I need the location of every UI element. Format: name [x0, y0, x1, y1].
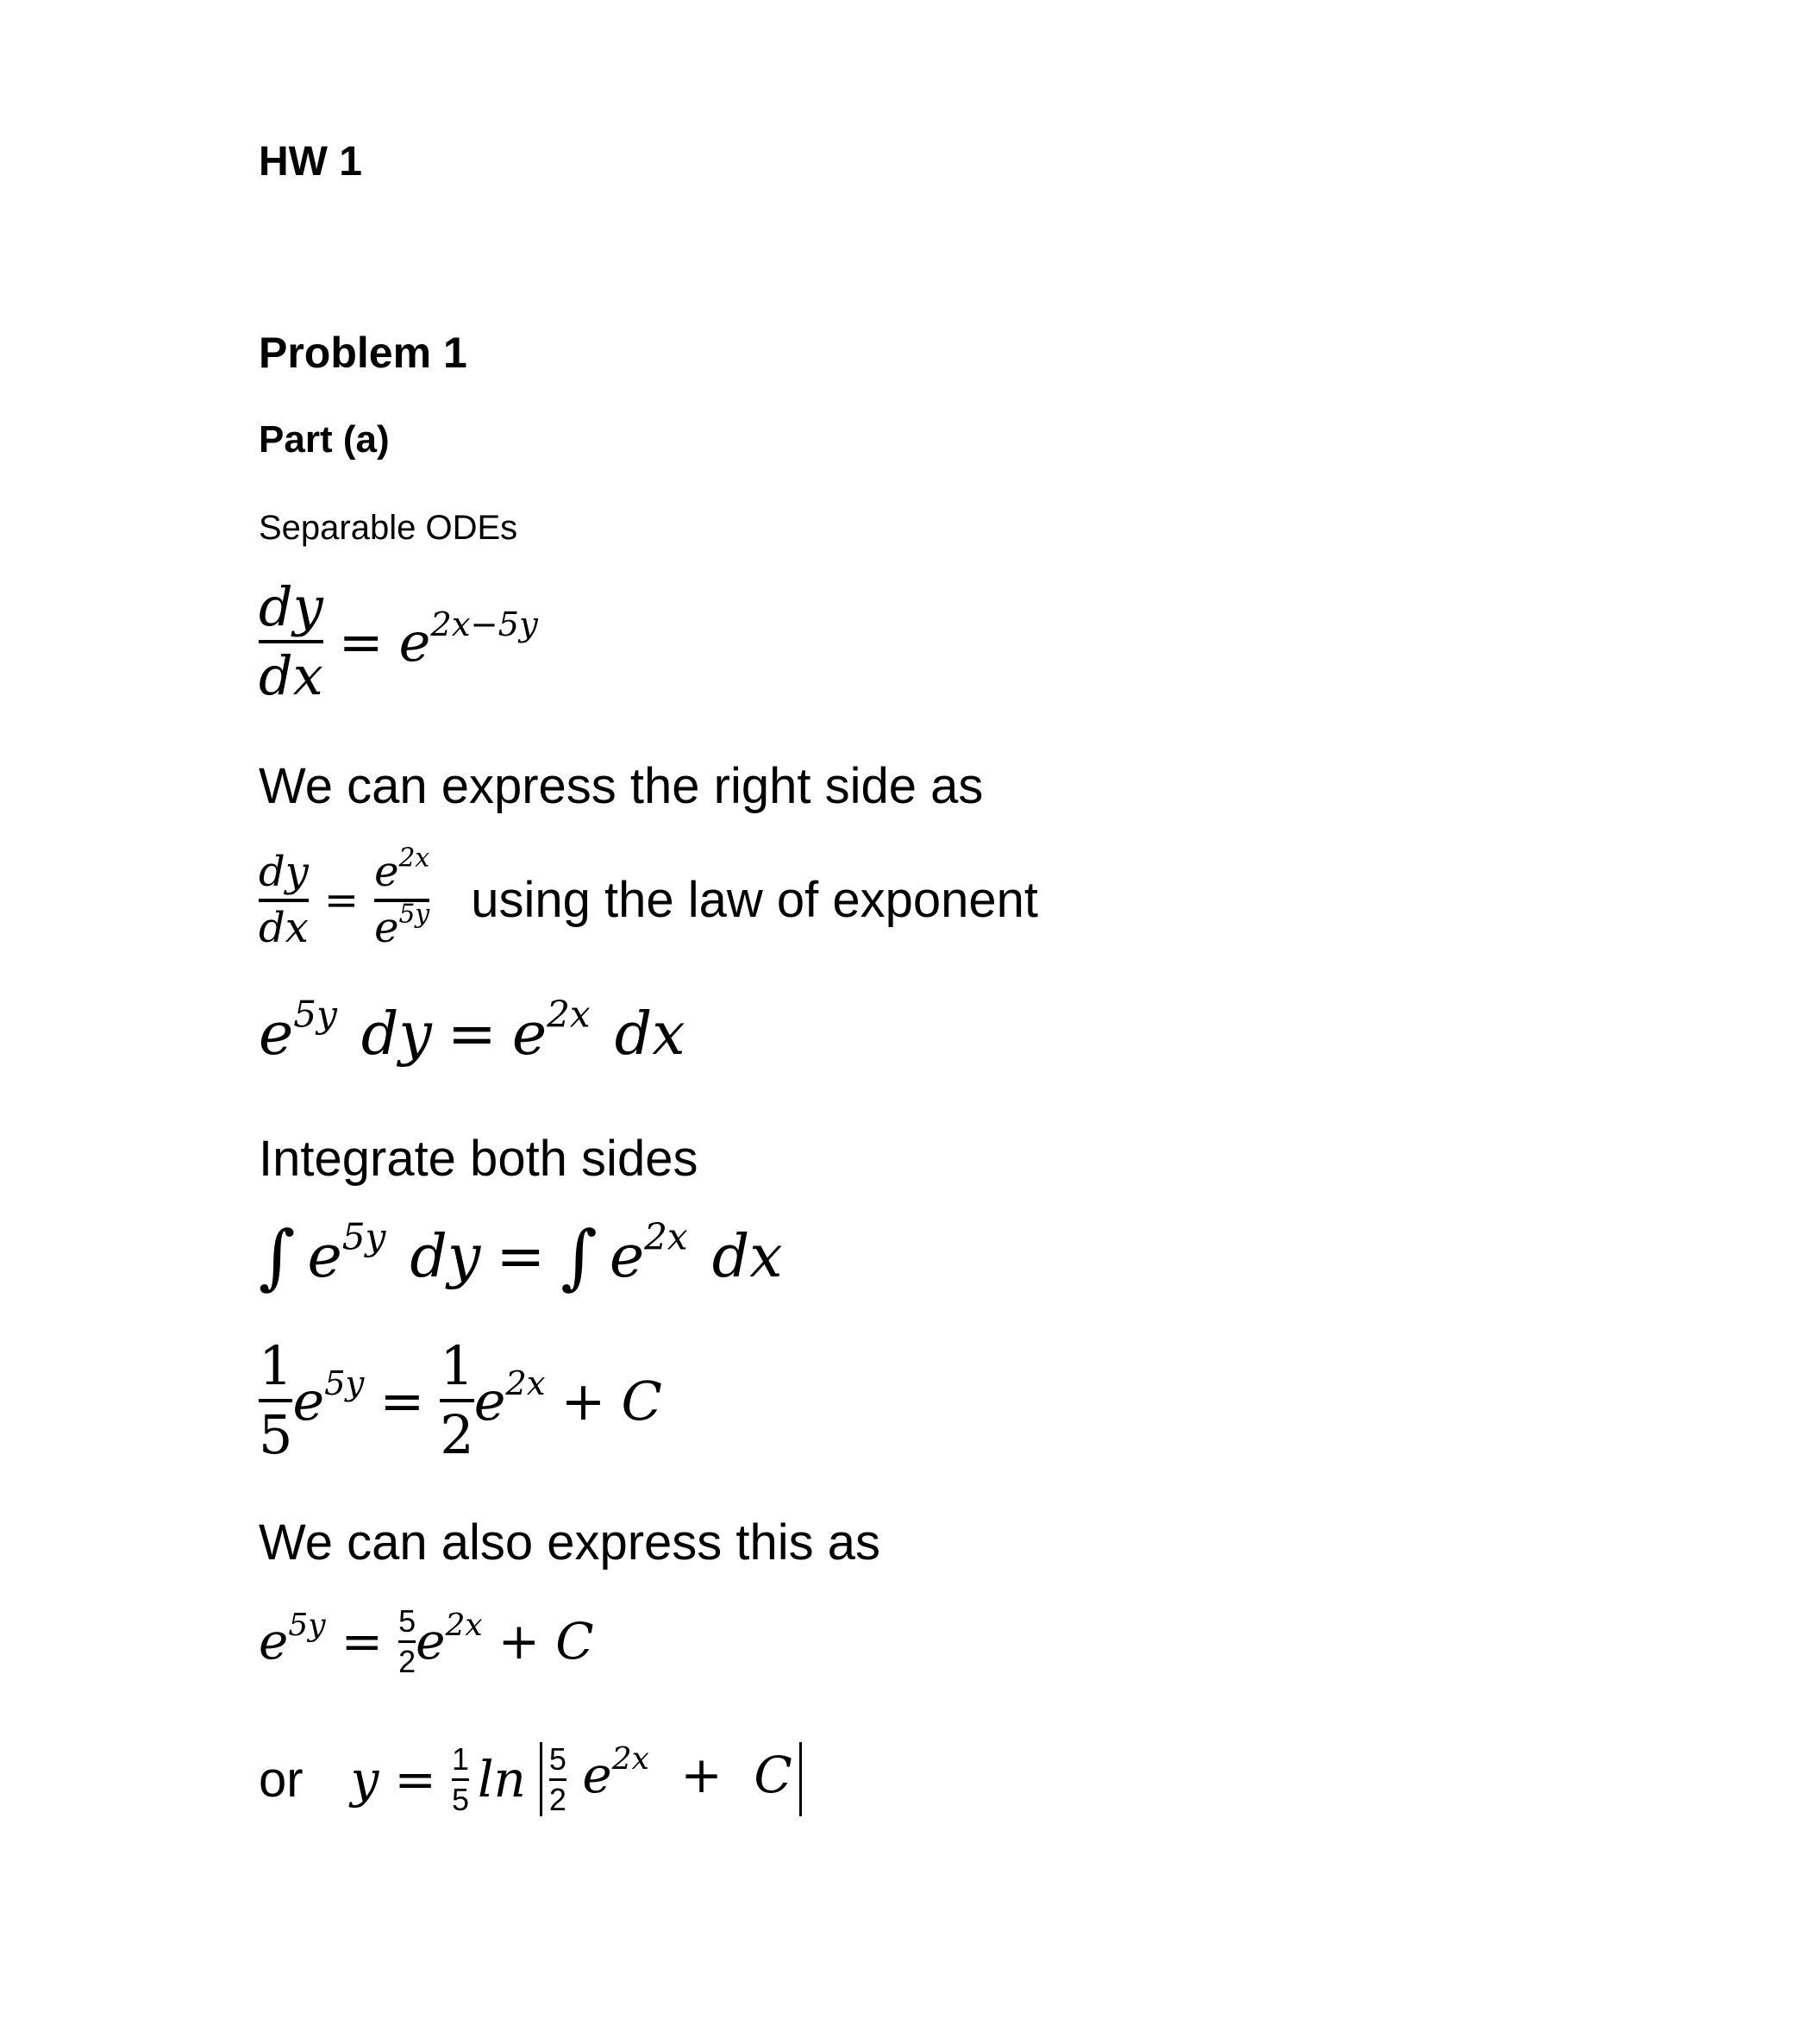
exponent: 2x [445, 1608, 483, 1644]
fraction-dy-dx [259, 575, 323, 708]
base-e: e [259, 1000, 294, 1069]
numerator [374, 843, 430, 896]
numerator: 5 [398, 1603, 416, 1639]
denominator: 5 [259, 1403, 293, 1467]
exponent: 5y [398, 899, 430, 930]
left-exponential [292, 1364, 365, 1433]
plus-sign: + [560, 1369, 606, 1433]
equals-sign: = [394, 1750, 436, 1809]
denominator: 2 [440, 1403, 474, 1467]
base-e: e [398, 610, 431, 674]
exponent: 2x [505, 1364, 546, 1403]
equals-sign: = [379, 1369, 425, 1433]
base-e: e [582, 1746, 612, 1805]
base-e: e [511, 1000, 548, 1069]
equation-rewritten [259, 843, 1039, 952]
constant-c: C [754, 1746, 792, 1805]
base-e: e [374, 848, 399, 896]
base-e: e [473, 1369, 506, 1433]
denominator: dx [259, 903, 309, 952]
base-e: e [307, 1223, 342, 1291]
right-exponential [416, 1608, 483, 1671]
left-exponential [307, 1215, 386, 1291]
exponent: 5y [293, 993, 337, 1036]
left-exponential [259, 1608, 326, 1671]
numerator: 1 [259, 1334, 293, 1397]
exponent: 2x [398, 843, 430, 874]
base-e: e [259, 1612, 289, 1671]
exponential-term [398, 605, 538, 674]
plus-sign: + [498, 1612, 541, 1671]
fraction-bar [398, 1640, 416, 1643]
fraction-bar [452, 1778, 469, 1781]
numerator: 1 [440, 1334, 474, 1397]
base-e: e [292, 1369, 325, 1433]
homework-title: HW 1 [259, 139, 362, 185]
integral-sign: ∫ [259, 1216, 296, 1298]
fraction-bar [259, 899, 309, 902]
fraction-dy-dx [259, 850, 309, 951]
denominator: dx [259, 644, 323, 708]
fraction-one-fifth [259, 1334, 293, 1467]
fraction-bar [259, 640, 323, 643]
fraction-five-halves [549, 1742, 566, 1816]
exponent: 2x [547, 993, 591, 1036]
integral-sign: ∫ [560, 1216, 598, 1298]
right-exponential [511, 993, 591, 1069]
base-e: e [609, 1223, 645, 1291]
equals-sign: = [323, 875, 360, 925]
fraction-exponentials [374, 843, 430, 952]
denominator: 2 [398, 1643, 416, 1679]
part-heading: Part (a) [259, 418, 390, 461]
numerator: dy [259, 575, 323, 638]
equals-sign: = [496, 1223, 546, 1291]
explanation-line-3: We can also express this as [259, 1514, 881, 1571]
equation-separated [259, 993, 685, 1069]
constant-c: C [621, 1369, 662, 1433]
equation-integral [259, 1216, 783, 1298]
fraction-five-halves [398, 1604, 416, 1678]
constant-c: C [555, 1612, 594, 1671]
exponent: 2x [611, 1741, 649, 1778]
exponent: 2x−5y [430, 605, 538, 644]
base-e: e [374, 903, 399, 952]
equals-sign: = [338, 610, 384, 674]
fraction-one-fifth [452, 1742, 469, 1816]
explanation-line-2: Integrate both sides [259, 1131, 698, 1187]
differential-dy: dy [360, 1000, 432, 1069]
equation-integrated [259, 1334, 662, 1467]
exponent: 5y [341, 1215, 386, 1258]
exponent: 5y [288, 1608, 326, 1644]
natural-log: ln [478, 1750, 526, 1809]
differential-dy: dy [410, 1223, 481, 1291]
exponent: 5y [324, 1364, 365, 1403]
equals-sign: = [341, 1612, 384, 1671]
problem-heading: Problem 1 [259, 329, 467, 377]
differential-dx: dx [614, 1000, 685, 1069]
fraction-bar [440, 1399, 473, 1402]
right-exponential [473, 1364, 546, 1433]
denominator [374, 899, 430, 952]
or-label: or [259, 1751, 304, 1808]
law-of-exponent-note: using the law of exponent [471, 872, 1039, 929]
variable-y: y [350, 1750, 379, 1809]
absolute-value [540, 1742, 802, 1816]
fraction-bar [259, 1399, 292, 1402]
differential-dx: dx [711, 1223, 783, 1291]
explanation-line-1: We can express the right side as [259, 758, 984, 814]
numerator: 5 [548, 1741, 566, 1777]
left-exponential [259, 993, 337, 1069]
topic-label: Separable ODEs [259, 509, 518, 547]
denominator: 5 [451, 1781, 469, 1817]
base-e: e [416, 1612, 446, 1671]
exponential-term [582, 1741, 649, 1805]
numerator: 1 [451, 1741, 469, 1777]
exponent: 2x [644, 1215, 688, 1258]
plus-sign: + [680, 1746, 723, 1805]
fraction-one-half [440, 1334, 474, 1467]
equation-rearranged [259, 1604, 594, 1678]
fraction-bar [549, 1778, 566, 1781]
denominator: 2 [548, 1781, 566, 1817]
equation-solution [259, 1742, 802, 1816]
numerator: dy [259, 848, 309, 896]
equation-ode [259, 575, 538, 708]
right-exponential [609, 1215, 688, 1291]
equals-sign: = [447, 1000, 497, 1069]
